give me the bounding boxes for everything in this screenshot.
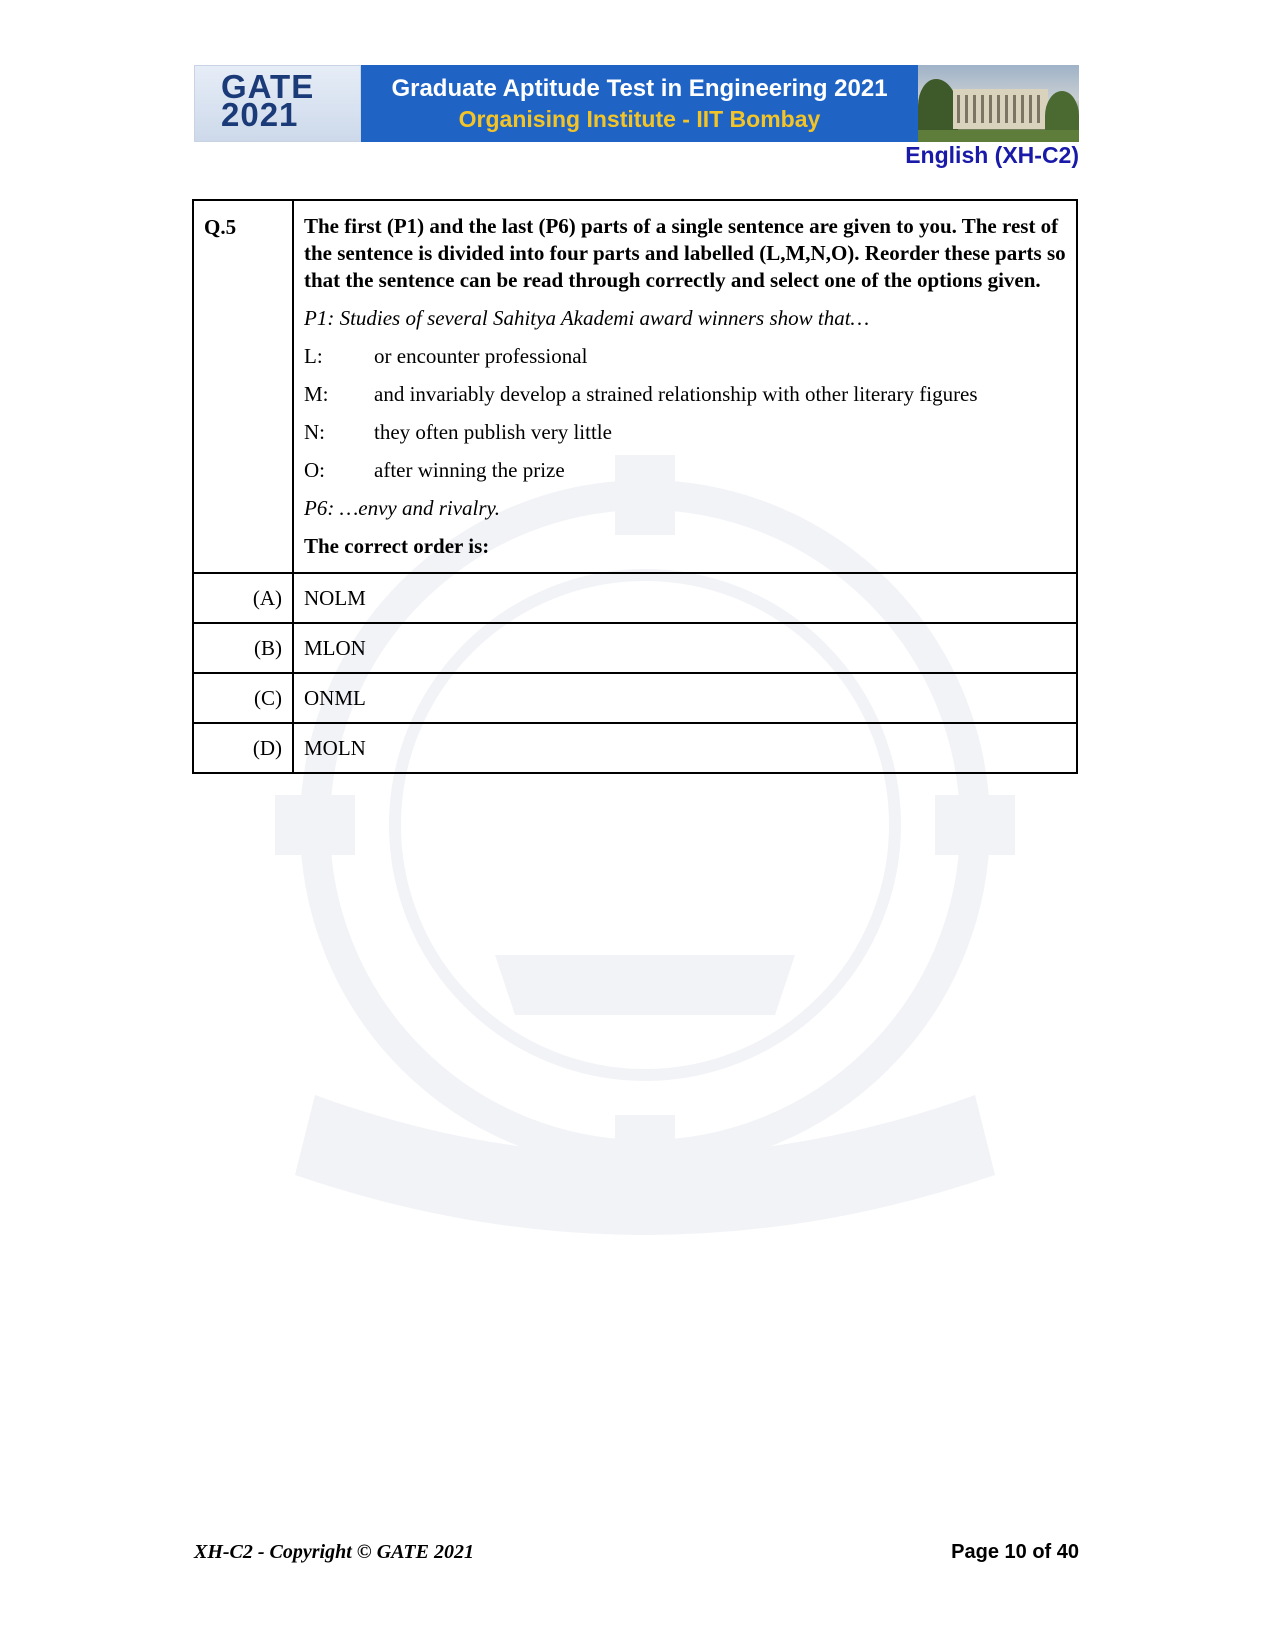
question-body (293, 200, 1077, 573)
option-text: MLON (293, 623, 1077, 673)
option-row-b (193, 623, 1077, 673)
part-o (304, 456, 1066, 484)
part-label: O: (304, 458, 325, 482)
part-text: after winning the prize (374, 458, 565, 482)
option-text: NOLM (293, 573, 1077, 623)
option-label: (A) (193, 573, 293, 623)
part-n (304, 418, 1066, 446)
part-text: they often publish very little (374, 420, 612, 444)
footer-page-number: Page 10 of 40 (951, 1541, 1079, 1563)
part-label: L: (304, 344, 323, 368)
logo-gate-text: GATE (221, 68, 315, 105)
part-l (304, 342, 1066, 370)
option-text: MOLN (293, 723, 1077, 773)
question-stem: The first (P1) and the last (P6) parts of a single sentence are given to you. The rest of the sentence is divided into four parts and labelled (L,M,N,O). Reorder these parts so that the sentence can be read through correctly and select one of the options given. (304, 214, 1066, 292)
question-row (193, 200, 1077, 573)
question-prompt: The correct order is: (304, 534, 490, 558)
option-row-a (193, 573, 1077, 623)
option-label: (D) (193, 723, 293, 773)
option-text: ONML (293, 673, 1077, 723)
part-m (304, 380, 1066, 408)
part-label: M: (304, 382, 329, 406)
gate-logo (194, 65, 361, 142)
option-row-c (193, 673, 1077, 723)
part-text: and invariably develop a strained relationship with other literary figures (374, 382, 978, 406)
part-p1: P1: Studies of several Sahitya Akademi award winners show that… (304, 306, 870, 330)
question-number: Q.5 (193, 200, 293, 573)
lawn-shape (918, 130, 1079, 142)
footer-copyright: XH-C2 - Copyright © GATE 2021 (194, 1541, 474, 1563)
part-p6: P6: …envy and rivalry. (304, 496, 500, 520)
option-label: (C) (193, 673, 293, 723)
subject-label: English (XH-C2) (905, 142, 1079, 168)
logo-year-text: 2021 (221, 96, 299, 133)
part-label: N: (304, 420, 325, 444)
option-label: (B) (193, 623, 293, 673)
option-row-d (193, 723, 1077, 773)
building-shape (953, 89, 1048, 129)
header-banner (194, 65, 1079, 142)
banner-subtitle: Organising Institute - IIT Bombay (458, 105, 821, 132)
part-text: or encounter professional (374, 344, 588, 368)
campus-photo (918, 65, 1079, 142)
banner-title: Graduate Aptitude Test in Engineering 2021 (391, 74, 888, 102)
banner-text-block (361, 65, 918, 142)
question-table (192, 199, 1078, 774)
